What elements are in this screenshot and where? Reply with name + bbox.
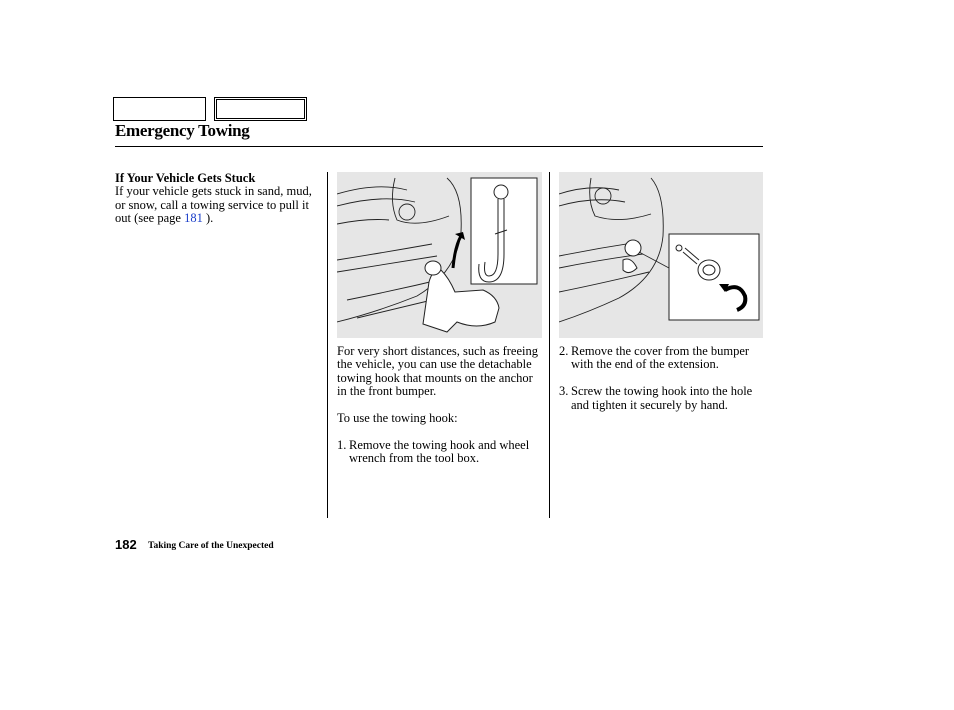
step-list-right [559,345,755,412]
section-tab-1[interactable] [113,97,206,121]
towing-hook-illustration [337,172,542,338]
section-name: Taking Care of the Unexpected [148,541,274,551]
left-column [115,172,315,226]
step-number: 1. [337,437,347,452]
step-text: Screw the towing hook into the hole and tighten it securely by hand. [571,384,753,412]
step-item-1 [337,439,543,466]
bumper-cover-drawing [559,172,763,338]
section-tab-2[interactable] [214,97,307,121]
step-list-middle [337,439,543,466]
towing-hook-drawing [337,172,542,338]
step-number: 2. [559,344,569,358]
subheading: If Your Vehicle Gets Stuck [115,171,256,185]
stuck-text-end: ). [202,211,214,226]
column-divider-right [549,172,550,518]
step-text: Remove the towing hook and wheel wrench from the tool box. [349,437,530,466]
step-text: Remove the cover from the bumper with the end of the extension. [571,344,750,372]
intro-paragraph: For very short distances, such as freeing the vehicle, you can use the detachable towing hook that mounts on the anchor in the front bumper. [337,344,538,399]
middle-column [337,345,543,479]
stuck-text: If your vehicle gets stuck in sand, mud, or snow, call a towing service to pull it out (see page [115,184,312,226]
step-item-3 [559,385,755,412]
page-link-181[interactable]: 181 [184,211,203,226]
stuck-paragraph [115,185,315,225]
page-title: Emergency Towing [115,121,250,140]
step-number: 3. [559,384,569,399]
page-number: 182 [115,537,137,552]
lead-paragraph: To use the towing hook: [337,411,458,426]
title-rule [115,146,763,147]
bumper-cover-illustration [559,172,763,338]
column-divider-left [327,172,328,518]
right-column [559,345,755,425]
step-item-2 [559,345,755,372]
